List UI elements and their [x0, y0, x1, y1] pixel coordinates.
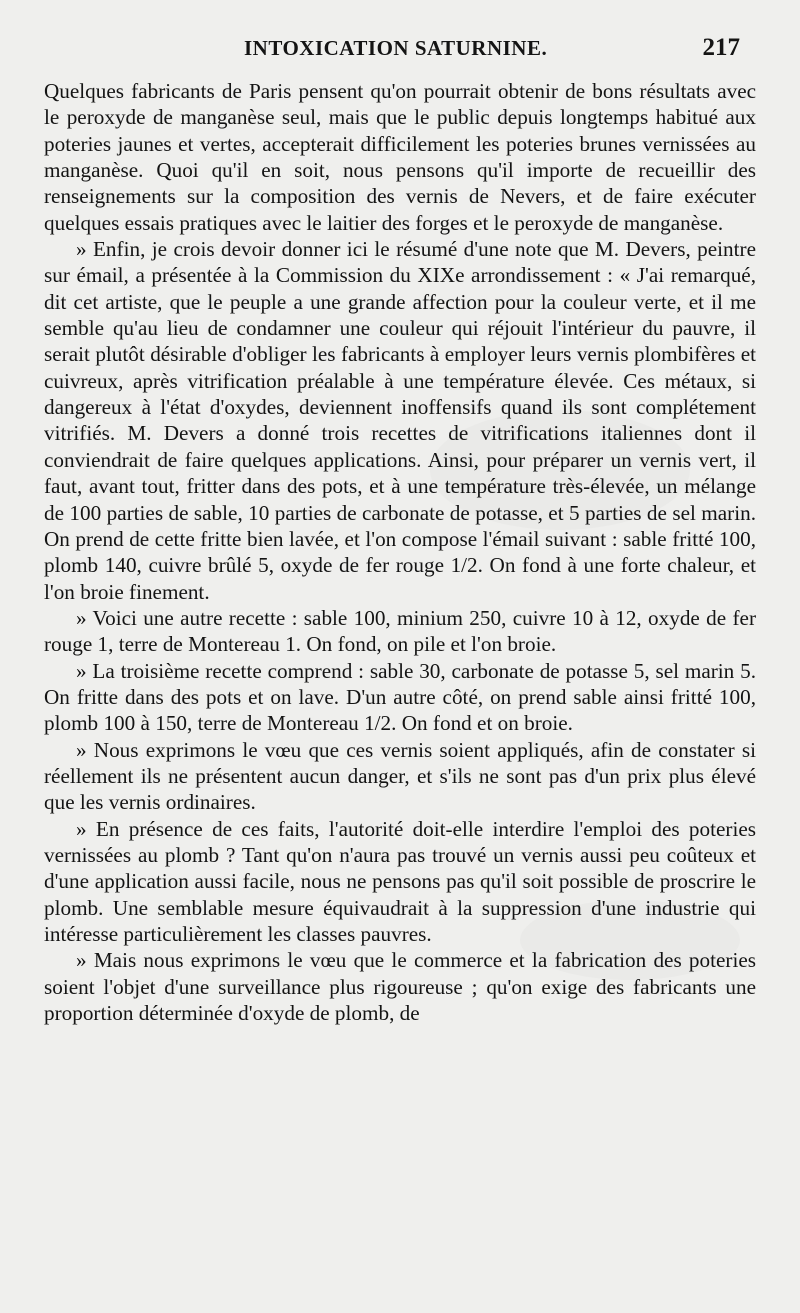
- paragraph-6: » En présence de ces faits, l'autorité doit-elle interdire l'emploi des poteries vernissées au plomb ? Tant qu'on n'aura pas trouvé un vernis aussi peu coûteux et d'une application aussi facile, nous ne pensons pas qu'il soit possible de proscrire le plomb. Une semblable mesure équivaudrait à la suppression d'une industrie qui intéresse particulièrement les classes pauvres.: [44, 816, 756, 946]
- page-number: 217: [702, 34, 740, 61]
- paragraph-4: » La troisième recette comprend : sable 30, carbonate de potasse 5, sel marin 5. On fritte dans des pots et on lave. D'un autre côté, on prend sable ainsi fritté 100, plomb 100 à 150, terre de Montereau 1/2. On fond et on broie.: [44, 658, 756, 736]
- running-title: INTOXICATION SATURNINE.: [244, 36, 548, 60]
- paragraph-5: » Nous exprimons le vœu que ces vernis soient appliqués, afin de constater si réellement ils ne présentent aucun danger, et s'ils ne sont pas d'un prix plus élevé que les vernis ordinaires.: [44, 737, 756, 815]
- paragraph-3: » Voici une autre recette : sable 100, minium 250, cuivre 10 à 12, oxyde de fer rouge 1, terre de Montereau 1. On fond, on pile et l'on broie.: [44, 605, 756, 657]
- body-text: [44, 78, 756, 1026]
- paragraph-1: Quelques fabricants de Paris pensent qu'on pourrait obtenir de bons résultats avec le peroxyde de manganèse seul, mais que le public depuis longtemps habitué aux poteries jaunes et vertes, accepterait difficilement les poteries brunes vernissées au manganèse. Quoi qu'il en soit, nous pensons qu'il importe de recueillir des renseignements sur la composition des vernis de Nevers, et de faire exécuter quelques essais pratiques avec le laitier des forges et le peroxyde de manganèse.: [44, 79, 756, 235]
- page-header: [44, 34, 740, 68]
- paragraph-7: » Mais nous exprimons le vœu que le commerce et la fabrication des poteries soient l'objet d'une surveillance plus rigoureuse ; qu'on exige des fabricants une proportion déterminée d'oxyde de plomb, de: [44, 948, 756, 1026]
- paragraph-2: » Enfin, je crois devoir donner ici le résumé d'une note que M. Devers, peintre sur émail, a présentée à la Commission du XIXe arrondissement : « J'ai remarqué, dit cet artiste, que le peuple a une grande affection pour la couleur verte, et il me semble qu'au lieu de condamner une couleur qui réjouit l'intérieur du pauvre, il serait plutôt désirable d'obliger les fabricants à employer leurs vernis plombifères et cuivreux, après vitrification préalable à une température élevée. Ces métaux, si dangereux à l'état d'oxydes, deviennent inoffensifs quand ils sont complétement vitrifiés. M. Devers a donné trois recettes de vitrifications italiennes dont il conviendrait de faire quelques applications. Ainsi, pour préparer un vernis vert, il faut, avant tout, fritter dans des pots, et à une température très-élevée, un mélange de 100 parties de sable, 10 parties de carbonate de potasse, et 5 parties de sel marin. On prend de cette fritte bien lavée, et l'on compose l'émail suivant : sable fritté 100, plomb 140, cuivre brûlé 5, oxyde de fer rouge 1/2. On fond à une forte chaleur, et l'on broie finement.: [44, 237, 756, 604]
